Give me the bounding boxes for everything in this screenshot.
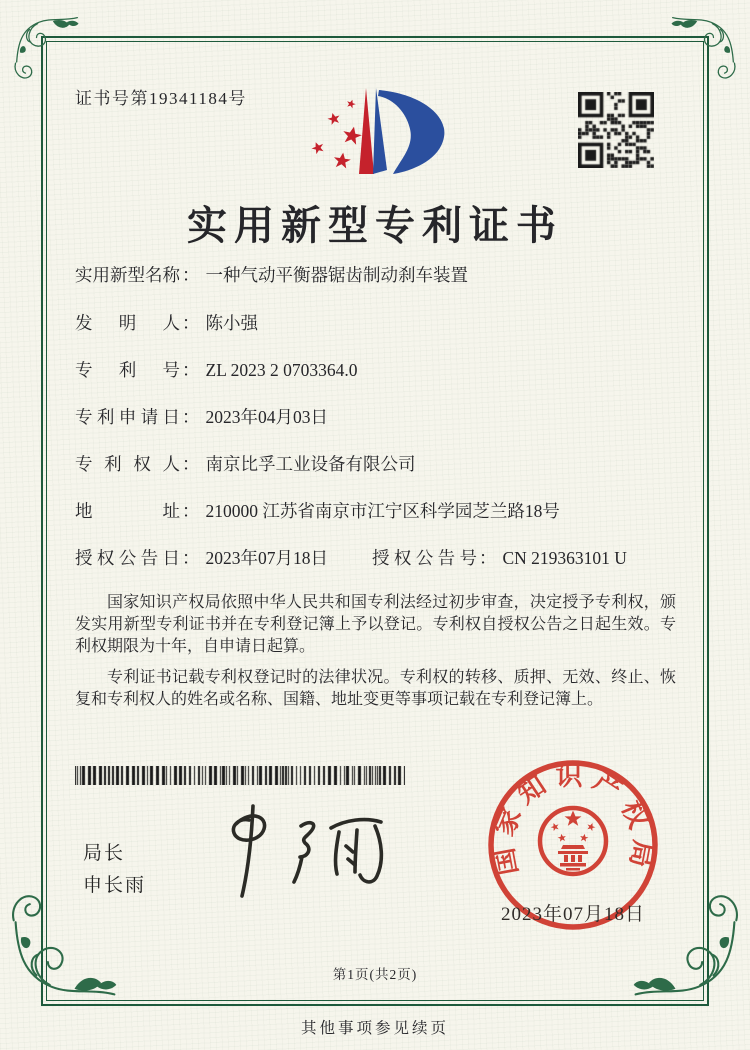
grant-number-value: CN 219363101 U (502, 548, 627, 568)
qr-code (578, 92, 654, 168)
field-value: 一种气动平衡器锯齿制动刹车装置 (205, 265, 468, 285)
barcode (75, 766, 405, 785)
legal-paragraph-2: 专利证书记载专利权登记时的法律状况。专利权的转移、质押、无效、终止、恢复和专利权人的姓名或名称、国籍、地址变更等事项记载在专利登记簿上。 (75, 669, 676, 708)
grant-date-value: 2023年07月18日 (205, 548, 328, 568)
field-colon: ： (182, 501, 200, 521)
field-label: 发明人 (75, 313, 180, 333)
legal-text-block (75, 592, 676, 720)
field-label: 专利申请日 (75, 407, 180, 427)
field-label: 授权公告日 (75, 548, 180, 568)
field-value: 南京比孚工业设备有限公司 (205, 454, 416, 474)
continuation-note: 其他事项参见续页 (300, 1020, 449, 1037)
commissioner-title: 局长 (83, 843, 126, 864)
field-value: 陈小强 (205, 313, 258, 333)
field-row-grant (75, 545, 685, 570)
field-row-utility-model-name (75, 262, 685, 287)
certificate-number: 证书号第19341184号 (75, 89, 247, 108)
handwritten-signature (205, 800, 405, 905)
field-colon: ： (182, 454, 200, 474)
field-colon: ： (182, 360, 200, 380)
field-colon: ： (182, 265, 200, 285)
field-label: 专利号 (75, 360, 180, 380)
field-value: ZL 2023 2 0703364.0 (205, 360, 358, 380)
field-colon: ： (479, 548, 497, 568)
seal-date: 2023年07月18日 (500, 904, 646, 925)
legal-paragraph-1: 国家知识产权局依照中华人民共和国专利法经过初步审查，决定授予专利权，颁发实用新型专利证书并在专利登记簿上予以登记。专利权自授权公告之日起生效。专利权期限为十年，自申请日起算。 (75, 594, 676, 655)
cnipa-logo-icon (296, 82, 471, 188)
field-label: 专利权人 (75, 454, 180, 474)
national-emblem-icon (540, 808, 606, 874)
corner-flourish-bottom-left (8, 888, 122, 1002)
seal-ring-text: 国家知识产权局 (487, 761, 659, 878)
field-row-address (75, 498, 685, 523)
field-colon: ： (182, 313, 200, 333)
corner-flourish-top-right (668, 13, 738, 83)
field-row-patent-number (75, 357, 685, 382)
field-row-inventor (75, 310, 685, 335)
page-number: 第1页(共2页) (332, 967, 418, 982)
field-label: 授权公告号 (372, 548, 477, 568)
field-value: 210000 江苏省南京市江宁区科学园芝兰路18号 (205, 501, 560, 521)
field-value: 2023年04月03日 (205, 407, 328, 427)
field-row-patentee (75, 451, 685, 476)
field-colon: ： (182, 407, 200, 427)
certificate-title: 实用新型专利证书 (187, 203, 563, 248)
field-colon: ： (182, 548, 200, 568)
official-seal (467, 739, 679, 951)
commissioner-name: 申长雨 (83, 875, 147, 896)
corner-flourish-top-left (12, 13, 82, 83)
field-label: 地址 (75, 501, 180, 521)
field-label: 实用新型名称 (75, 265, 180, 285)
field-row-filing-date (75, 404, 685, 429)
